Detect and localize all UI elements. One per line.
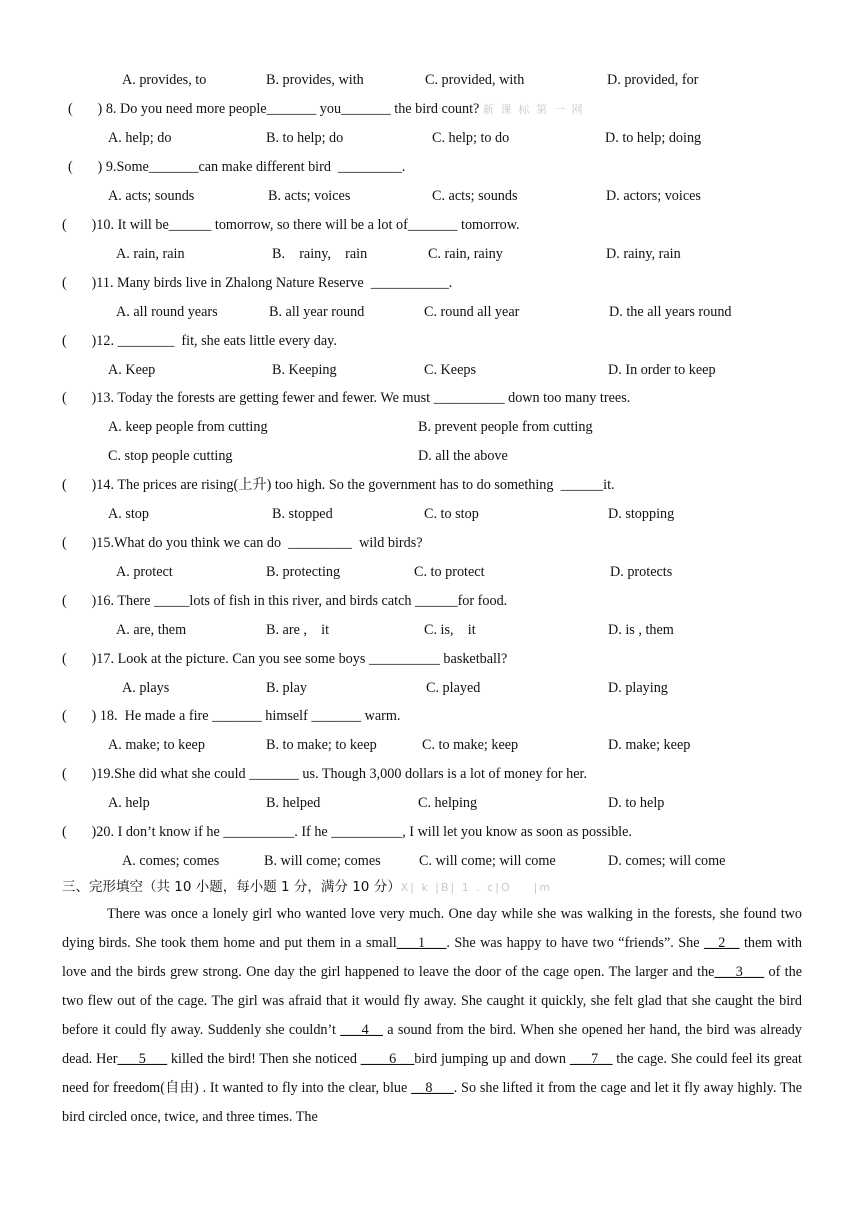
option-d[interactable]: D. In order to keep	[608, 362, 716, 378]
watermark: X| k |B| 1 . c|O |m	[400, 881, 553, 894]
option-a[interactable]: A. are, them	[116, 622, 187, 638]
question-17	[62, 650, 507, 668]
passage-text: of the two flew out of the cage. The girl was afraid that it would fly away. She caught it quickly, she felt glad that she caught the bird before it could fly away. Suddenly she couldn’t	[62, 964, 802, 1038]
blank-6[interactable]: ____6 __	[360, 1051, 415, 1067]
passage-text: . She was happy to have two “friends”. She	[446, 935, 705, 951]
answer-bracket[interactable]: ( )10.	[62, 217, 115, 233]
passage-text: them with love and the birds grew strong. One day the girl happened to leave the door of the cage open. The larger and the	[62, 935, 803, 980]
option-a[interactable]: A. comes; comes	[122, 853, 220, 869]
answer-bracket[interactable]: ( )14.	[62, 477, 115, 493]
answer-bracket[interactable]: ( )15.	[62, 535, 115, 551]
option-b[interactable]: B. protecting	[266, 564, 341, 580]
option-c[interactable]: C. provided, with	[425, 72, 525, 88]
option-a[interactable]: A. acts; sounds	[108, 188, 195, 204]
option-a[interactable]: A. provides, to	[122, 72, 207, 88]
answer-bracket[interactable]: ( ) 8.	[68, 101, 117, 117]
option-a[interactable]: A. help	[108, 795, 150, 811]
option-c[interactable]: C. help; to do	[432, 130, 510, 146]
option-d[interactable]: D. the all years round	[609, 304, 732, 320]
option-c[interactable]: C. played	[426, 680, 481, 696]
option-a[interactable]: A. all round years	[116, 304, 218, 320]
answer-bracket[interactable]: ( )16.	[62, 593, 115, 609]
blank-3[interactable]: ___3___	[714, 964, 765, 980]
answer-bracket[interactable]: ( ) 18.	[62, 708, 118, 724]
option-b[interactable]: B. Keeping	[272, 362, 337, 378]
question-text: I don’t know if he __________. If he __________, I will let you know as soon as possible.	[117, 824, 632, 840]
question-20	[62, 823, 632, 841]
passage-text: the cage. She could feel its great need for freedom(自由) . It wanted to fly into the clear, blue	[62, 1051, 802, 1096]
option-c[interactable]: C. is, it	[424, 622, 476, 638]
passage-text: bird jumping up and down	[414, 1051, 570, 1067]
option-c[interactable]: C. to stop	[424, 506, 479, 522]
option-d[interactable]: D. to help	[608, 795, 665, 811]
answer-bracket[interactable]: ( )11.	[62, 275, 114, 291]
option-d[interactable]: D. comes; will come	[608, 853, 726, 869]
option-d[interactable]: D. actors; voices	[606, 188, 701, 204]
option-c[interactable]: C. helping	[418, 795, 478, 811]
question-text: Today the forests are getting fewer and fewer. We must __________ down too many trees.	[117, 390, 631, 406]
option-a[interactable]: A. stop	[108, 506, 149, 522]
option-c[interactable]: C. acts; sounds	[432, 188, 518, 204]
answer-bracket[interactable]: ( ) 9.	[68, 159, 117, 175]
option-b[interactable]: B. stopped	[272, 506, 333, 522]
answer-bracket[interactable]: ( )17.	[62, 651, 115, 667]
question-text: Many birds live in Zhalong Nature Reserve ___________.	[117, 275, 453, 291]
question-text: There _____lots of fish in this river, and birds catch ______for food.	[117, 593, 508, 609]
blank-7[interactable]: ___7__	[569, 1051, 613, 1067]
question-text: It will be______ tomorrow, so there will be a lot of_______ tomorrow.	[117, 217, 520, 233]
option-a[interactable]: A. protect	[116, 564, 173, 580]
option-a[interactable]: A. make; to keep	[108, 737, 205, 753]
cloze-passage	[62, 900, 802, 1132]
question-text: ________ fit, she eats little every day.	[117, 333, 337, 349]
option-a[interactable]: A. help; do	[108, 130, 172, 146]
question-13	[62, 389, 630, 407]
section-title: 三、完形填空（共 10 小题，每小题 1 分，满分 10 分）	[62, 879, 401, 895]
option-d[interactable]: D. protects	[610, 564, 673, 580]
option-c[interactable]: C. rain, rainy	[428, 246, 503, 262]
passage-text: a sound from the bird. When she opened her hand, the bird was already dead. Her	[62, 1022, 802, 1067]
option-d[interactable]: D. provided, for	[607, 72, 699, 88]
option-b[interactable]: B. rainy, rain	[272, 246, 368, 262]
answer-bracket[interactable]: ( )19.	[62, 766, 115, 782]
answer-bracket[interactable]: ( )13.	[62, 390, 115, 406]
question-18	[62, 707, 400, 725]
option-d[interactable]: D. to help; doing	[605, 130, 702, 146]
option-d[interactable]: D. stopping	[608, 506, 675, 522]
question-text: Look at the picture. Can you see some boys __________ basketball?	[117, 651, 508, 667]
option-b[interactable]: B. helped	[266, 795, 321, 811]
answer-bracket[interactable]: ( )20.	[62, 824, 115, 840]
question-12	[62, 332, 337, 350]
option-d[interactable]: D. rainy, rain	[606, 246, 681, 262]
option-d[interactable]: D. all the above	[418, 448, 508, 464]
option-d[interactable]: D. make; keep	[608, 737, 691, 753]
option-b[interactable]: B. to make; to keep	[266, 737, 377, 753]
section-heading	[62, 878, 552, 897]
option-b[interactable]: B. are , it	[266, 622, 330, 638]
option-c[interactable]: C. stop people cutting	[108, 448, 233, 464]
question-8	[68, 100, 585, 119]
option-b[interactable]: B. prevent people from cutting	[418, 419, 593, 435]
option-b[interactable]: B. provides, with	[266, 72, 364, 88]
option-b[interactable]: B. will come; comes	[264, 853, 381, 869]
answer-bracket[interactable]: ( )12.	[62, 333, 115, 349]
blank-5[interactable]: ___5___	[117, 1051, 168, 1067]
question-15	[62, 534, 423, 552]
blank-8[interactable]: __8___	[411, 1080, 454, 1096]
passage-text: . So she lifted it from the cage and let it fly away highly. The bird circled once, twice, and three times. The	[62, 1080, 803, 1125]
option-d[interactable]: D. playing	[608, 680, 668, 696]
question-11	[62, 274, 452, 292]
question-19	[62, 765, 587, 783]
question-text: He made a fire _______ himself _______ warm.	[124, 708, 401, 724]
option-c[interactable]: C. Keeps	[424, 362, 477, 378]
option-c[interactable]: C. to protect	[414, 564, 485, 580]
blank-1[interactable]: ___1___	[396, 935, 447, 951]
passage-text: There was once a lonely girl who wanted love very much. One day while she was walking in the forests, she found two dying birds. She took them home and put them in a small	[62, 906, 802, 951]
option-c[interactable]: C. to make; keep	[422, 737, 519, 753]
option-b[interactable]: B. acts; voices	[268, 188, 351, 204]
question-text: What do you think we can do _________ wild birds?	[114, 535, 423, 551]
option-c[interactable]: C. will come; will come	[419, 853, 556, 869]
question-9	[68, 158, 405, 176]
question-16	[62, 592, 507, 610]
question-14	[62, 476, 615, 494]
question-text: She did what she could _______ us. Though 3,000 dollars is a lot of money for her.	[114, 766, 588, 782]
option-c[interactable]: C. round all year	[424, 304, 520, 320]
blank-4[interactable]: ___4__	[340, 1022, 383, 1038]
watermark: 新 课 标 第 一 网	[482, 104, 585, 116]
question-10	[62, 216, 520, 234]
option-b[interactable]: B. all year round	[269, 304, 365, 320]
option-d[interactable]: D. is , them	[608, 622, 674, 638]
option-b[interactable]: B. play	[266, 680, 307, 696]
option-b[interactable]: B. to help; do	[266, 130, 344, 146]
option-a[interactable]: A. keep people from cutting	[108, 419, 268, 435]
question-text: Do you need more people_______ you_______ the bird count?	[120, 101, 480, 117]
option-a[interactable]: A. Keep	[108, 362, 156, 378]
option-a[interactable]: A. rain, rain	[116, 246, 185, 262]
option-a[interactable]: A. plays	[122, 680, 170, 696]
blank-2[interactable]: __2__	[704, 935, 740, 951]
question-text: The prices are rising(上升) too high. So the government has to do something ______it.	[117, 477, 615, 493]
question-text: Some_______can make different bird _________.	[116, 159, 406, 175]
passage-text: killed the bird! Then she noticed	[167, 1051, 361, 1067]
